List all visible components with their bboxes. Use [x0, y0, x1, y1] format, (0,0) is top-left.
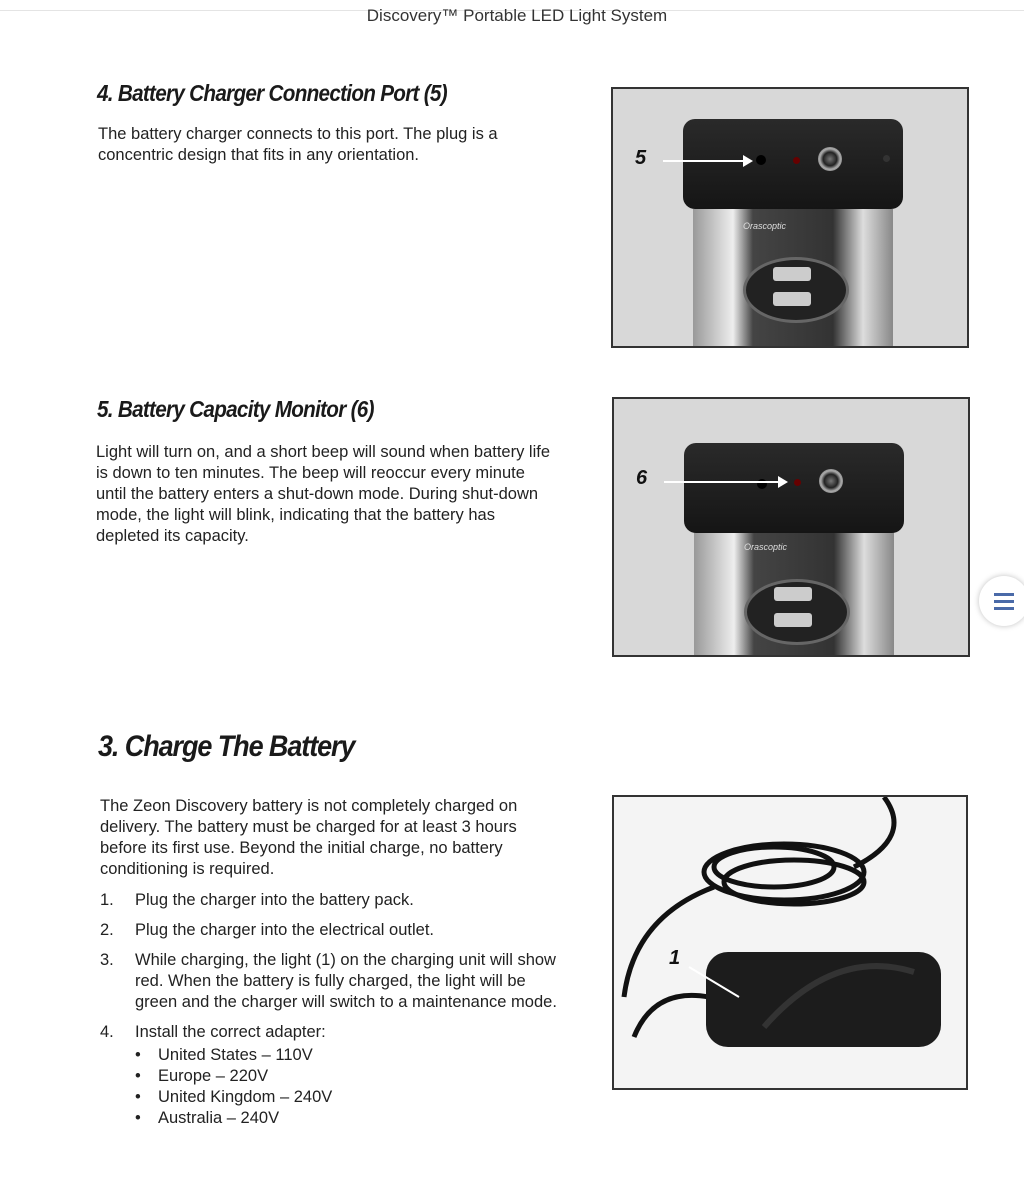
adapter-item: • Australia – 240V — [135, 1108, 570, 1129]
charger-photo — [612, 795, 968, 1090]
adapter-item: • Europe – 220V — [135, 1066, 570, 1087]
section-title: 5. Battery Capacity Monitor (6) — [97, 396, 374, 422]
charger-cable-icon — [614, 797, 966, 1088]
chapter-title: 3. Charge The Battery — [98, 730, 355, 763]
callout-number: 1 — [669, 947, 681, 969]
brand-label: Orascoptic — [744, 542, 788, 552]
brand-label: Orascoptic — [743, 221, 787, 231]
step-item: 2. Plug the charger into the electrical outlet. — [100, 921, 435, 939]
adapter-item: • United Kingdom – 240V — [135, 1087, 570, 1108]
charge-intro: The Zeon Discovery battery is not completely charged on delivery. The battery must be charged for at least 3 hours before its first use. Beyond the initial charge, no battery conditioning is required. — [100, 797, 518, 878]
capacity-monitor-photo — [612, 397, 970, 657]
section-title: 4. Battery Charger Connection Port (5) — [97, 80, 447, 106]
adapter-item: • United States – 110V — [135, 1045, 570, 1066]
section-body: Light will turn on, and a short beep will sound when battery life is down to ten minutes. The beep will reoccur every minute until the battery enters a shut-down mode. During shut-down mode, the light will blink, indicating that the battery has depleted its capacity. — [96, 443, 551, 545]
section-body: The battery charger connects to this port. The plug is a concentric design that fits in any orientation. — [98, 125, 498, 164]
running-header: Discovery™ Portable LED Light System — [366, 6, 668, 25]
step-item: 3. While charging, the light (1) on the charging unit will show red. When the battery is fully charged, the light will be green and the charger will switch to a maintenance mode. — [100, 951, 557, 1011]
charge-steps — [100, 890, 570, 1138]
menu-button[interactable] — [979, 576, 1024, 626]
step-item: 4. Install the correct adapter: • United States – 110V • Europe – 220V • United Kingdom – 240V • Australia – 240V — [100, 1022, 570, 1129]
callout-number: 6 — [636, 467, 648, 489]
callout-number: 5 — [635, 147, 647, 169]
step-item: 1. Plug the charger into the battery pack. — [100, 891, 414, 909]
battery-port-photo — [611, 87, 969, 348]
